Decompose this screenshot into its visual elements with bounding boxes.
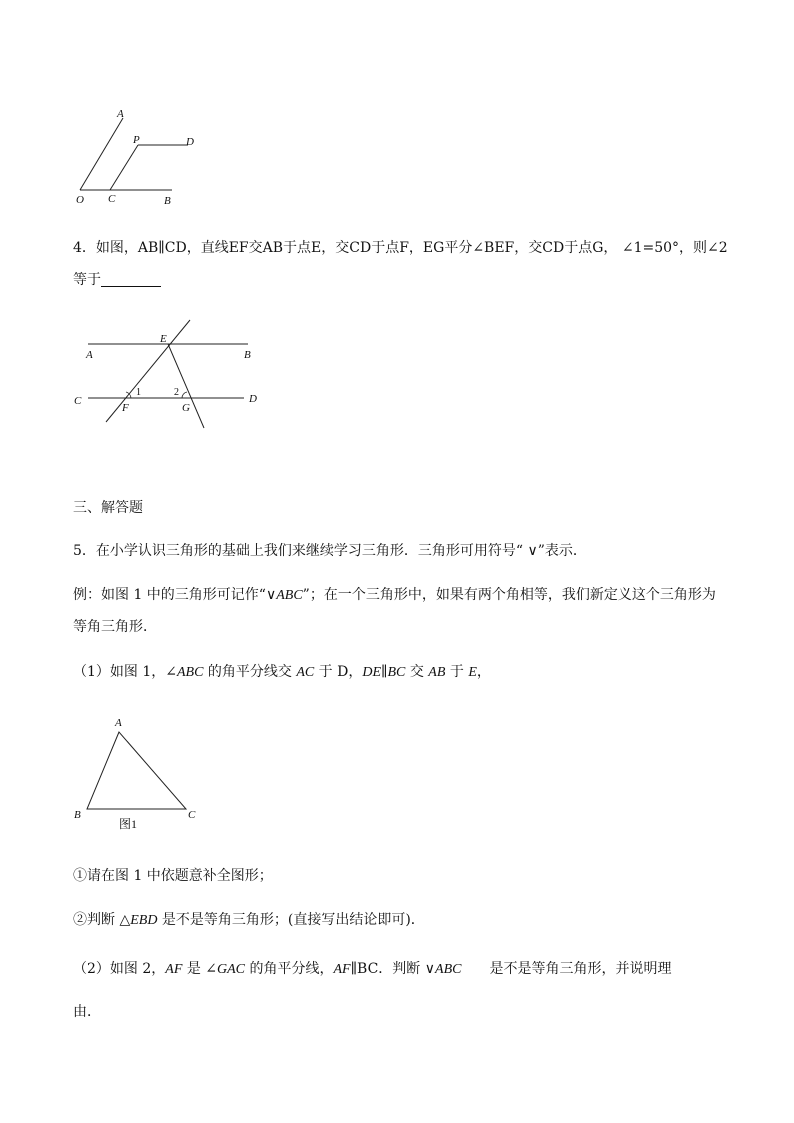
- label-o: O: [76, 194, 84, 206]
- q5-sub2: ②判断 △EBD 是不是等角三角形；(直接写出结论即可)．: [73, 912, 425, 928]
- label-g: G: [182, 402, 190, 414]
- q5-example-line2: 等角三角形．: [73, 619, 157, 635]
- label-f: F: [122, 402, 129, 414]
- q5-part2-line2: 由．: [73, 1004, 101, 1020]
- label-c: C: [188, 809, 196, 821]
- q4-line2: [73, 270, 753, 290]
- label-angle-2: 2: [174, 387, 179, 398]
- figure-q4-parallel-lines: [70, 316, 270, 436]
- label-e: E: [160, 333, 167, 345]
- label-a: A: [86, 349, 93, 361]
- label-p: P: [133, 134, 140, 146]
- angle-2-arc: [182, 392, 187, 398]
- label-d: D: [186, 136, 194, 148]
- segment-cp: [110, 145, 138, 190]
- line-ef: [106, 320, 190, 422]
- label-b: B: [74, 809, 81, 821]
- triangle-symbol-abc: ∨ABC: [265, 588, 303, 603]
- figure-1-triangle: [70, 712, 210, 836]
- line-eg: [168, 344, 204, 428]
- answer-blank[interactable]: [101, 272, 161, 287]
- section-3-title: 三、解答题: [73, 500, 143, 516]
- label-c: C: [74, 395, 82, 407]
- label-a: A: [117, 108, 124, 120]
- q5-sub1: ①请在图 1 中依题意补全图形；: [73, 868, 273, 884]
- label-d: D: [249, 393, 257, 405]
- label-angle-1: 1: [136, 387, 141, 398]
- label-b: B: [244, 349, 251, 361]
- q5-example-line1: 例：如图 1 中的三角形可记作“∨ABC”；在一个三角形中，如果有两个角相等，我们新定义这个三角形为: [73, 587, 716, 603]
- label-a: A: [115, 717, 122, 729]
- q5-part2: （2）如图 2，AF 是 ∠GAC 的角平分线，AF∥BC．判断 ∨ABC 是不是等角三角形，并说明理: [73, 961, 672, 977]
- q5-intro: 5．在小学认识三角形的基础上我们来继续学习三角形．三角形可用符号“ ∨”表示．: [73, 543, 587, 559]
- q4-line1: 4．如图，AB∥CD，直线EF交AB于点E，交CD于点F，EG平分∠BEF，交CD于点G， ∠1=50°，则∠2: [73, 240, 728, 256]
- figure-top-parallel-rays: [70, 104, 210, 210]
- triangle-abc: [87, 732, 186, 809]
- q5-part1: （1）如图 1，∠ABC 的角平分线交 AC 于 D，DE∥BC 交 AB 于 E，: [73, 664, 491, 680]
- label-c: C: [108, 193, 116, 205]
- q4-line2-prefix: 等于: [73, 272, 101, 288]
- figure-1-caption: 图1: [119, 817, 138, 831]
- label-b: B: [164, 195, 171, 207]
